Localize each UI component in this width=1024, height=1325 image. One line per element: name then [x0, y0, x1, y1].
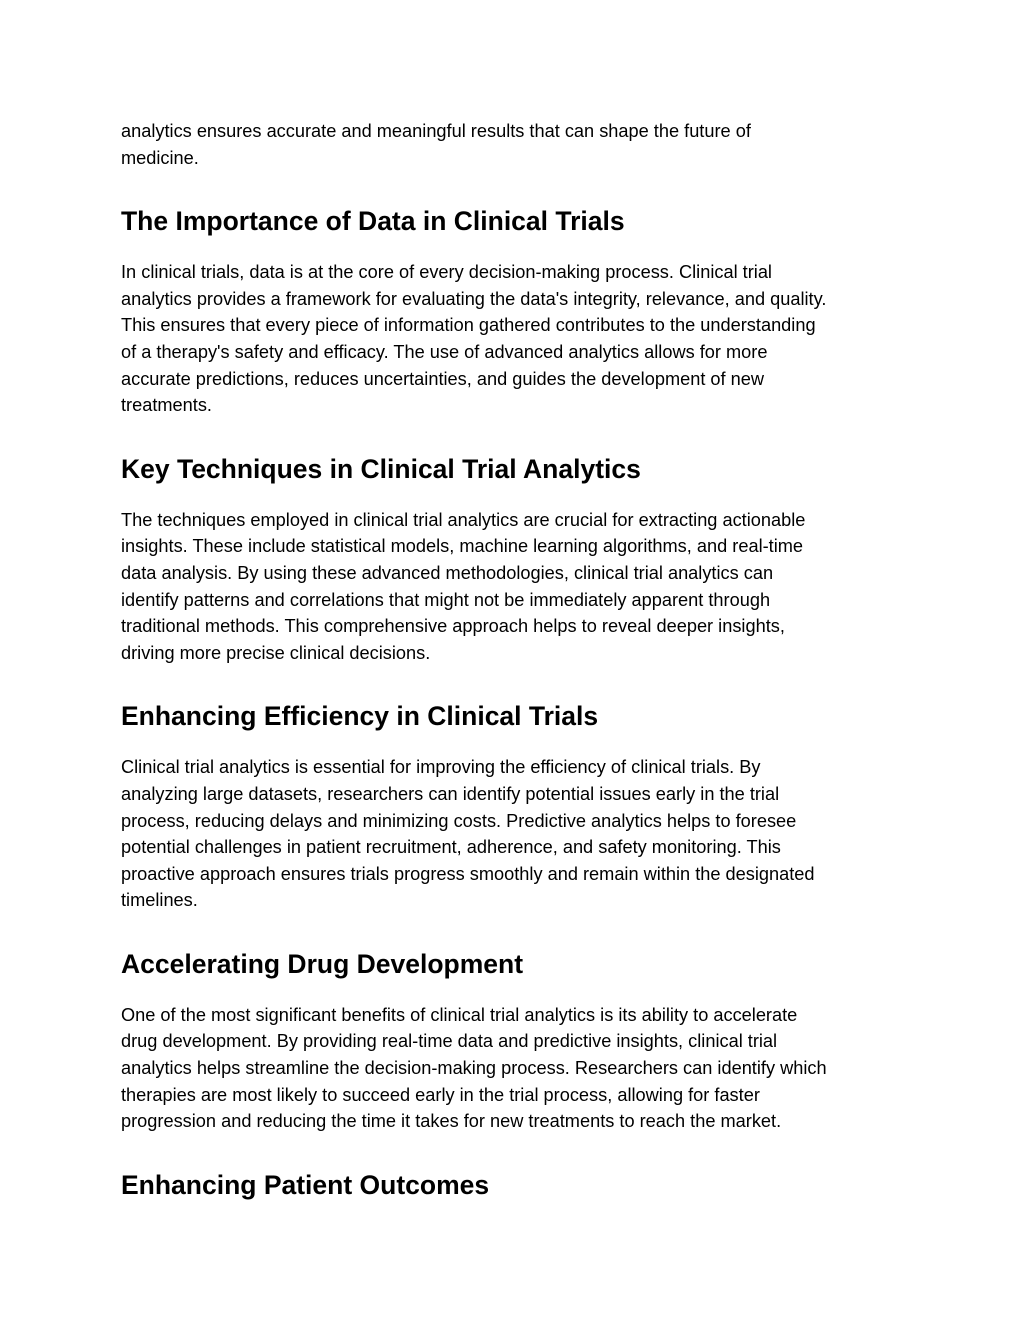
section-heading-enhancing-patient-outcomes: Enhancing Patient Outcomes — [121, 1169, 490, 1200]
section-heading-importance-of-data: The Importance of Data in Clinical Trials — [121, 206, 625, 237]
intro-paragraph: analytics ensures accurate and meaningful results that can shape the future of medicine. — [121, 121, 751, 168]
section-body-key-techniques: The techniques employed in clinical trial analytics are crucial for extracting actionable insights. These include statistical models, machine learning algorithms, and real-time data analysis. By using these advanced methodologies, clinical trial analytics can identify patterns and correlations that might not be immediately apparent through traditional methods. This comprehensive approach helps to reveal deeper insights, driving more precise clinical decisions. — [121, 509, 806, 663]
section-heading-accelerating-drug-development: Accelerating Drug Development — [121, 948, 524, 979]
section-body-enhancing-efficiency: Clinical trial analytics is essential for improving the efficiency of clinical trials. By analyzing large datasets, researchers can identify potential issues early in the trial process, reducing delays and minimizing costs. Predictive analytics helps to foresee potential challenges in patient recruitment, adherence, and safety monitoring. This proactive approach ensures trials progress smoothly and remain within the designated timelines. — [121, 757, 815, 911]
section-heading-enhancing-efficiency: Enhancing Efficiency in Clinical Trials — [121, 701, 599, 732]
section-heading-key-techniques: Key Techniques in Clinical Trial Analytics — [121, 453, 641, 484]
section-body-accelerating-drug-development: One of the most significant benefits of clinical trial analytics is its ability to accelerate drug development. By providing real-time data and predictive insights, clinical trial analytics helps streamline the decision-making process. Researchers can identify which therapies are most likely to succeed early in the trial process, allowing for faster progression and reducing the time it takes for new treatments to reach the market. — [121, 1004, 827, 1132]
section-body-importance-of-data: In clinical trials, data is at the core of every decision-making process. Clinical trial analytics provides a framework for evaluating the data's integrity, relevance, and quality. This ensures that every piece of information gathered contributes to the understanding of a therapy's safety and efficacy. The use of advanced analytics allows for more accurate predictions, reduces uncertainties, and guides the development of new treatments. — [121, 262, 827, 416]
document-page — [121, 118, 911, 1201]
